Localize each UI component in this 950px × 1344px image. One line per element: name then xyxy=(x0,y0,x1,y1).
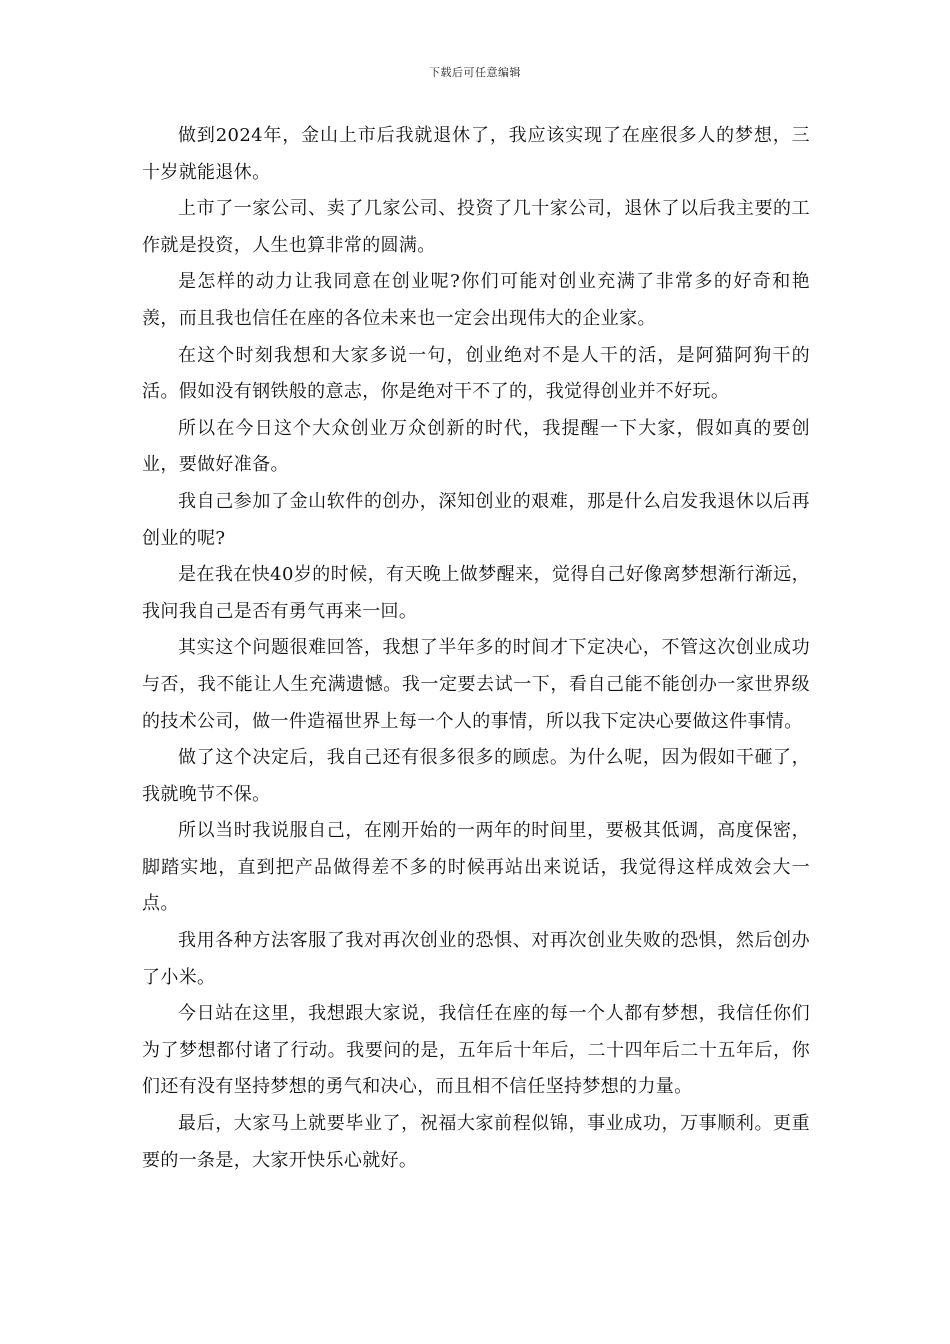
paragraph: 所以当时我说服自己，在刚开始的一两年的时间里，要极其低调，高度保密，脚踏实地，直到把产品做得差不多的时候再站出来说话，我觉得这样成效会大一点。 xyxy=(142,820,810,915)
paragraph: 所以在今日这个大众创业万众创新的时代，我提醒一下大家，假如真的要创业，要做好准备。 xyxy=(142,417,810,476)
paragraph: 其实这个问题很难回答，我想了半年多的时间才下定决心，不管这次创业成功与否，我不能让人生充满遗憾。我一定要去试一下，看自己能不能创办一家世界级的技术公司，做一件造福世界上每一个人的事情，所以我下定决心要做这件事情。 xyxy=(142,637,810,732)
page-header: 下载后可任意编辑 xyxy=(429,66,521,79)
document-body xyxy=(142,118,810,1179)
paragraph: 在这个时刻我想和大家多说一句，创业绝对不是人干的活，是阿猫阿狗干的活。假如没有钢铁般的意志，你是绝对干不了的，我觉得创业并不好玩。 xyxy=(142,344,810,403)
paragraph: 是在我在快40岁的时候，有天晚上做梦醒来，觉得自己好像离梦想渐行渐远，我问我自己是否有勇气再来一回。 xyxy=(142,564,810,622)
paragraph: 做到2024年，金山上市后我就退休了，我应该实现了在座很多人的梦想，三十岁就能退休。 xyxy=(142,125,810,183)
paragraph: 我自己参加了金山软件的创办，深知创业的艰难，那是什么启发我退休以后再创业的呢? xyxy=(142,490,810,549)
paragraph: 今日站在这里，我想跟大家说，我信任在座的每一个人都有梦想，我信任你们为了梦想都付诸了行动。我要问的是，五年后十年后，二十四年后二十五年后，你们还有没有坚持梦想的勇气和决心，而且相不信任坚持梦想的力量。 xyxy=(142,1003,810,1098)
paragraph: 最后，大家马上就要毕业了，祝福大家前程似锦，事业成功，万事顺利。更重要的一条是，大家开快乐心就好。 xyxy=(142,1113,810,1171)
paragraph: 上市了一家公司、卖了几家公司、投资了几十家公司，退休了以后我主要的工作就是投资，人生也算非常的圆满。 xyxy=(142,198,810,256)
paragraph: 做了这个决定后，我自己还有很多很多的顾虑。为什么呢，因为假如干砸了，我就晚节不保。 xyxy=(142,747,810,805)
paragraph: 是怎样的动力让我同意在创业呢?你们可能对创业充满了非常多的好奇和艳羡，而且我也信任在座的各位未来也一定会出现伟大的企业家。 xyxy=(142,271,810,329)
paragraph: 我用各种方法客服了我对再次创业的恐惧、对再次创业失败的恐惧，然后创办了小米。 xyxy=(142,930,810,988)
